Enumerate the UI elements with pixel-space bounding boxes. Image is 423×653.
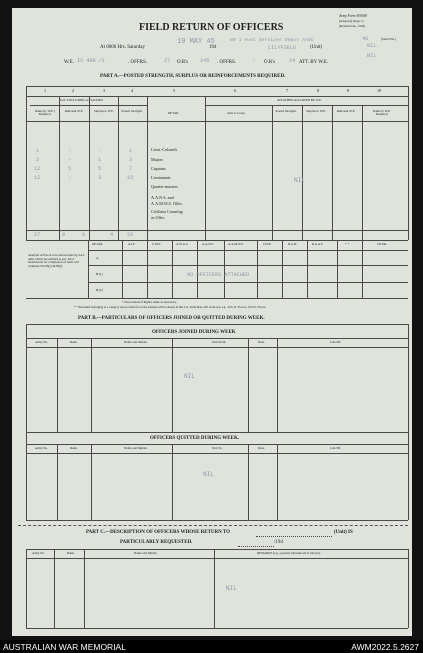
footnote-2: * * Personnel belonging to a category not provided for in the analysis will be shown in this Col. Particulars will be shown, e.g., 20 U.K. Forces; 10 N.Z. Forces.	[74, 305, 267, 309]
jh-army: Army No.	[35, 340, 48, 344]
head-deficient-right: Deficient W.E.	[336, 109, 356, 113]
part-a-vline	[147, 96, 148, 240]
head-deficient: Deficient W.E.	[64, 109, 84, 113]
part-c-unit-line	[256, 536, 332, 537]
offrs2-label: . OFFRS.	[217, 60, 237, 65]
qh-cause: CAUSE.	[330, 446, 342, 450]
qh-unit: Unit To.	[212, 446, 223, 450]
rank-lieutenants: Lieutenants	[151, 175, 171, 180]
analysis-vline	[282, 240, 283, 298]
col-1: 1	[44, 88, 47, 93]
quitted-vline	[172, 444, 173, 520]
nil-part-c: NIL	[226, 585, 237, 592]
part-a-vline	[302, 105, 303, 240]
dh-other: * *	[345, 242, 349, 246]
analysis-bottom-rule	[26, 298, 408, 299]
ch-army: Army No.	[32, 551, 45, 555]
jh-unit: Unit From.	[212, 340, 227, 344]
dh-ran: R.A.N.	[288, 242, 298, 246]
analysis-rule	[88, 250, 408, 251]
jh-cause: CAUSE.	[330, 340, 342, 344]
quitted-vline	[91, 444, 92, 520]
quitted-top-rule	[26, 432, 408, 433]
total-4: 4	[110, 232, 114, 238]
typed-serial-3: NIL	[367, 53, 377, 59]
part-a-vline	[205, 96, 206, 240]
qh-rank: Rank.	[70, 446, 78, 450]
analysis-vline	[362, 240, 363, 298]
part-a-vline	[408, 86, 409, 240]
col-10: 10	[377, 88, 382, 93]
part-c-date-line	[238, 546, 274, 547]
dr-b2: B.(2)	[96, 288, 103, 292]
army-form-label: Army Form W3008	[339, 14, 367, 18]
joined-vline	[172, 338, 173, 432]
part-c-bottom-rule	[26, 628, 408, 629]
part-b-title: PART B.—PARTICULARS OF OFFICERS JOINED OR QUITTED DURING WEEK.	[78, 316, 265, 321]
part-a-vline	[89, 96, 90, 240]
part-c-year: /194	[274, 540, 283, 545]
we-label: W.E.	[64, 60, 74, 65]
analysis-vline	[122, 240, 123, 298]
joined-rule	[26, 338, 408, 339]
row-captains-posted: 7	[129, 166, 133, 172]
total-3: 8	[82, 232, 86, 238]
part-b-top-rule	[26, 324, 408, 325]
none-attached: NO OFFICERS ATTACHED	[187, 272, 250, 278]
qh-name: Name and Initials.	[124, 446, 148, 450]
joined-vline	[277, 338, 278, 432]
row-majors-surplus: 1	[98, 157, 102, 163]
row-lieut-required: 12	[34, 175, 41, 181]
part-b-right-rule	[408, 324, 409, 520]
quitted-title: OFFICERS QUITTED DURING WEEK.	[150, 436, 240, 441]
part-a-bottom-rule	[26, 240, 408, 241]
adapted-label: (Adapted) (Page 1)	[339, 19, 364, 23]
jh-rank: Rank.	[70, 340, 78, 344]
analysis-vline	[307, 240, 308, 298]
row-ltcol-deficient: -	[68, 148, 72, 154]
rank-aamws: A.A.M.W.S. Offrs.	[151, 201, 183, 206]
part-c-vline	[408, 549, 409, 628]
year-prefix: 194	[209, 45, 217, 50]
rank-civilians: Civilians Counting	[151, 209, 183, 214]
typed-unit: LILYFIELD	[268, 45, 297, 51]
head-surplus-right: Surplus to W.E.	[305, 109, 326, 113]
ch-rank: Rank.	[67, 551, 75, 555]
we-excluding-head: W.E. EXCLUDING ATTACHED	[60, 98, 103, 102]
joined-head-rule	[26, 347, 408, 348]
part-c-title1: PART C.—DESCRIPTION OF OFFICERS WHOSE RETURN TO	[86, 530, 231, 535]
serial-label: (Serial No.)	[381, 37, 397, 41]
head-arm-corps: Arm or Corps.	[227, 111, 246, 115]
dh-cmf: C.M.F.	[152, 242, 161, 246]
part-a-top-rule	[26, 86, 408, 87]
ors2-label: O.R's	[264, 60, 276, 65]
row-majors-deficient: -	[68, 157, 72, 163]
at-hrs-label: At 0600 Hrs. Saturday	[100, 45, 145, 50]
ch-name: Name and Initials.	[134, 551, 158, 555]
dh-awas: A.W.A.S.	[176, 242, 189, 246]
typed-unit-extra: 80 1 Aust Services Depot AASC	[230, 38, 314, 43]
part-b-bottom-rule	[26, 520, 408, 521]
col-3: 3	[103, 88, 106, 93]
part-a-total-rule	[26, 230, 408, 231]
row-ltcol-posted: 1	[129, 148, 133, 154]
rank-aans: A.A.N.S. and	[151, 195, 174, 200]
col-4: 4	[131, 88, 134, 93]
dh-detail: DETAIL	[92, 242, 104, 246]
dh-aif: A.I.F.	[128, 242, 136, 246]
row-captains-deficient: 5	[68, 166, 72, 172]
row-majors-required: 2	[36, 157, 40, 163]
dh-total: TOTAL	[377, 242, 388, 246]
quitted-vline	[248, 444, 249, 520]
head-rank-right: Rank by W.E. Required.	[373, 109, 391, 117]
part-b-left-rule	[26, 324, 27, 520]
row-lieut-surplus: 3	[98, 175, 102, 181]
part-a-title: PART A.—POSTED STRENGTH, SURPLUS OR REINFORCEMENTS REQUIRED.	[100, 74, 286, 79]
row-majors-posted: 3	[129, 157, 133, 163]
footer-accession: AWM2022.5.2627	[351, 642, 419, 652]
part-a-vline	[272, 105, 273, 240]
dr-a: A.	[96, 256, 100, 260]
analysis-vline	[197, 240, 198, 298]
col-6: 6	[234, 88, 237, 93]
dr-b1: B.(1)	[96, 272, 103, 276]
joined-title: OFFICERS JOINED DURING WEEK	[152, 330, 236, 335]
qh-date: Date.	[258, 446, 265, 450]
col-2: 2	[72, 88, 75, 93]
row-lieut-posted: 15	[127, 175, 134, 181]
att-label: ATT. BY W.E.	[299, 60, 329, 65]
jh-name: Name and Initials.	[124, 340, 148, 344]
head-rank-required: Rank (by W.E.) Required.	[35, 109, 55, 117]
part-c-vline	[26, 549, 27, 628]
part-a-vline	[26, 86, 27, 240]
typed-ors: 245	[200, 58, 210, 64]
footnote-1: * Insert detail of higher ranks as necessary.	[122, 300, 177, 304]
ch-remarks: REMARKS (e.g., present whereabouts if known).	[257, 551, 321, 555]
row-ltcol-required: 1	[36, 148, 40, 154]
head-posted: Posted Strength.	[121, 109, 143, 113]
cut-line	[18, 525, 408, 526]
form-page	[12, 8, 412, 636]
head-detail: DETAIL	[168, 111, 180, 115]
dh-raaf: R.A.A.F.	[312, 242, 324, 246]
typed-serial-1: 46	[362, 36, 369, 42]
typed-att: 24	[289, 58, 296, 64]
revised-label: (Revised Jan., 1942)	[339, 24, 366, 28]
analysis-vline	[337, 240, 338, 298]
ors-label: O.R's	[177, 60, 189, 65]
typed-we: IV 400 /1	[77, 58, 106, 64]
analysis-vline	[147, 240, 148, 298]
row-ltcol-surplus: -	[98, 148, 102, 154]
row-captains-required: 12	[34, 166, 41, 172]
part-a-sub-rule-right	[205, 105, 408, 106]
typed-date: 19 MAY 45	[177, 38, 215, 46]
archive-footer	[0, 640, 423, 653]
typed-offrs2: -	[252, 58, 256, 64]
part-c-title2: PARTICULARLY REQUESTED.	[120, 540, 193, 545]
row-captains-surplus: 5	[98, 166, 102, 172]
joined-vline	[57, 338, 58, 432]
part-a-vline	[59, 96, 60, 240]
rank-lt-col: Lieut.-Colonels	[151, 147, 178, 152]
analysis-vline	[172, 240, 173, 298]
typed-offrs: 27	[164, 58, 171, 64]
part-a-vline	[362, 105, 363, 240]
total-1: 27	[34, 232, 41, 238]
attached-allowed-head: ATTACHED ALLOWED BY W.E.	[277, 98, 323, 102]
typed-serial-2: NIL	[367, 43, 377, 49]
col-7: 7	[286, 88, 289, 93]
analysis-vline	[224, 240, 225, 298]
dh-aamws: A.A.M.W.S.	[228, 242, 244, 246]
analysis-vline	[257, 240, 258, 298]
quitted-vline	[277, 444, 278, 520]
form-title: FIELD RETURN OF OFFICERS	[139, 22, 284, 33]
analysis-note: Analysis of Part A to be shown here by ALL units which are entitled as per. 18 of instructions for completion of form will complete Part B(1) & B(2).	[28, 253, 85, 269]
head-posted-right: Posted Strength.	[275, 109, 297, 113]
rank-civilians-2: as Offrs.	[151, 215, 166, 220]
qh-army: Army No.	[35, 446, 48, 450]
head-surplus: Surplus to W.E.	[93, 109, 114, 113]
analysis-vline	[88, 240, 89, 298]
col-8: 8	[317, 88, 320, 93]
nil-joined: NIL	[184, 373, 195, 380]
rank-majors: Majors	[151, 157, 163, 162]
joined-vline	[91, 338, 92, 432]
dh-aans: A.A.N.S.	[202, 242, 214, 246]
part-c-vline	[84, 549, 85, 628]
quitted-vline	[57, 444, 58, 520]
total-5: 26	[127, 232, 134, 238]
col-9: 9	[347, 88, 350, 93]
rank-qm: Quarter-masters	[151, 184, 178, 189]
joined-vline	[248, 338, 249, 432]
part-a-vline	[332, 105, 333, 240]
nil-attached: NIL	[294, 177, 305, 184]
part-c-unit-is: (Unit) IS	[334, 530, 353, 535]
quitted-head-rule	[26, 453, 408, 454]
unit-label: (Unit)	[310, 45, 323, 50]
nil-quitted: NIL	[203, 471, 214, 478]
analysis-rule	[88, 282, 408, 283]
col-5: 5	[173, 88, 176, 93]
quitted-rule	[26, 444, 408, 445]
dh-civil: CIVIL	[263, 242, 272, 246]
part-c-vline	[54, 549, 55, 628]
footer-institution: AUSTRALIAN WAR MEMORIAL	[3, 642, 126, 652]
part-a-numbers-rule	[26, 96, 408, 97]
part-c-vline	[214, 549, 215, 628]
rank-captains: Captains	[151, 166, 166, 171]
jh-date: Date.	[258, 340, 265, 344]
analysis-rule	[88, 265, 408, 266]
total-2: 8	[62, 232, 66, 238]
offrs-label: . OFFRS.	[128, 60, 148, 65]
row-lieut-deficient: -	[68, 175, 72, 181]
part-a-head-rule	[26, 121, 408, 122]
part-a-vline	[118, 96, 119, 240]
